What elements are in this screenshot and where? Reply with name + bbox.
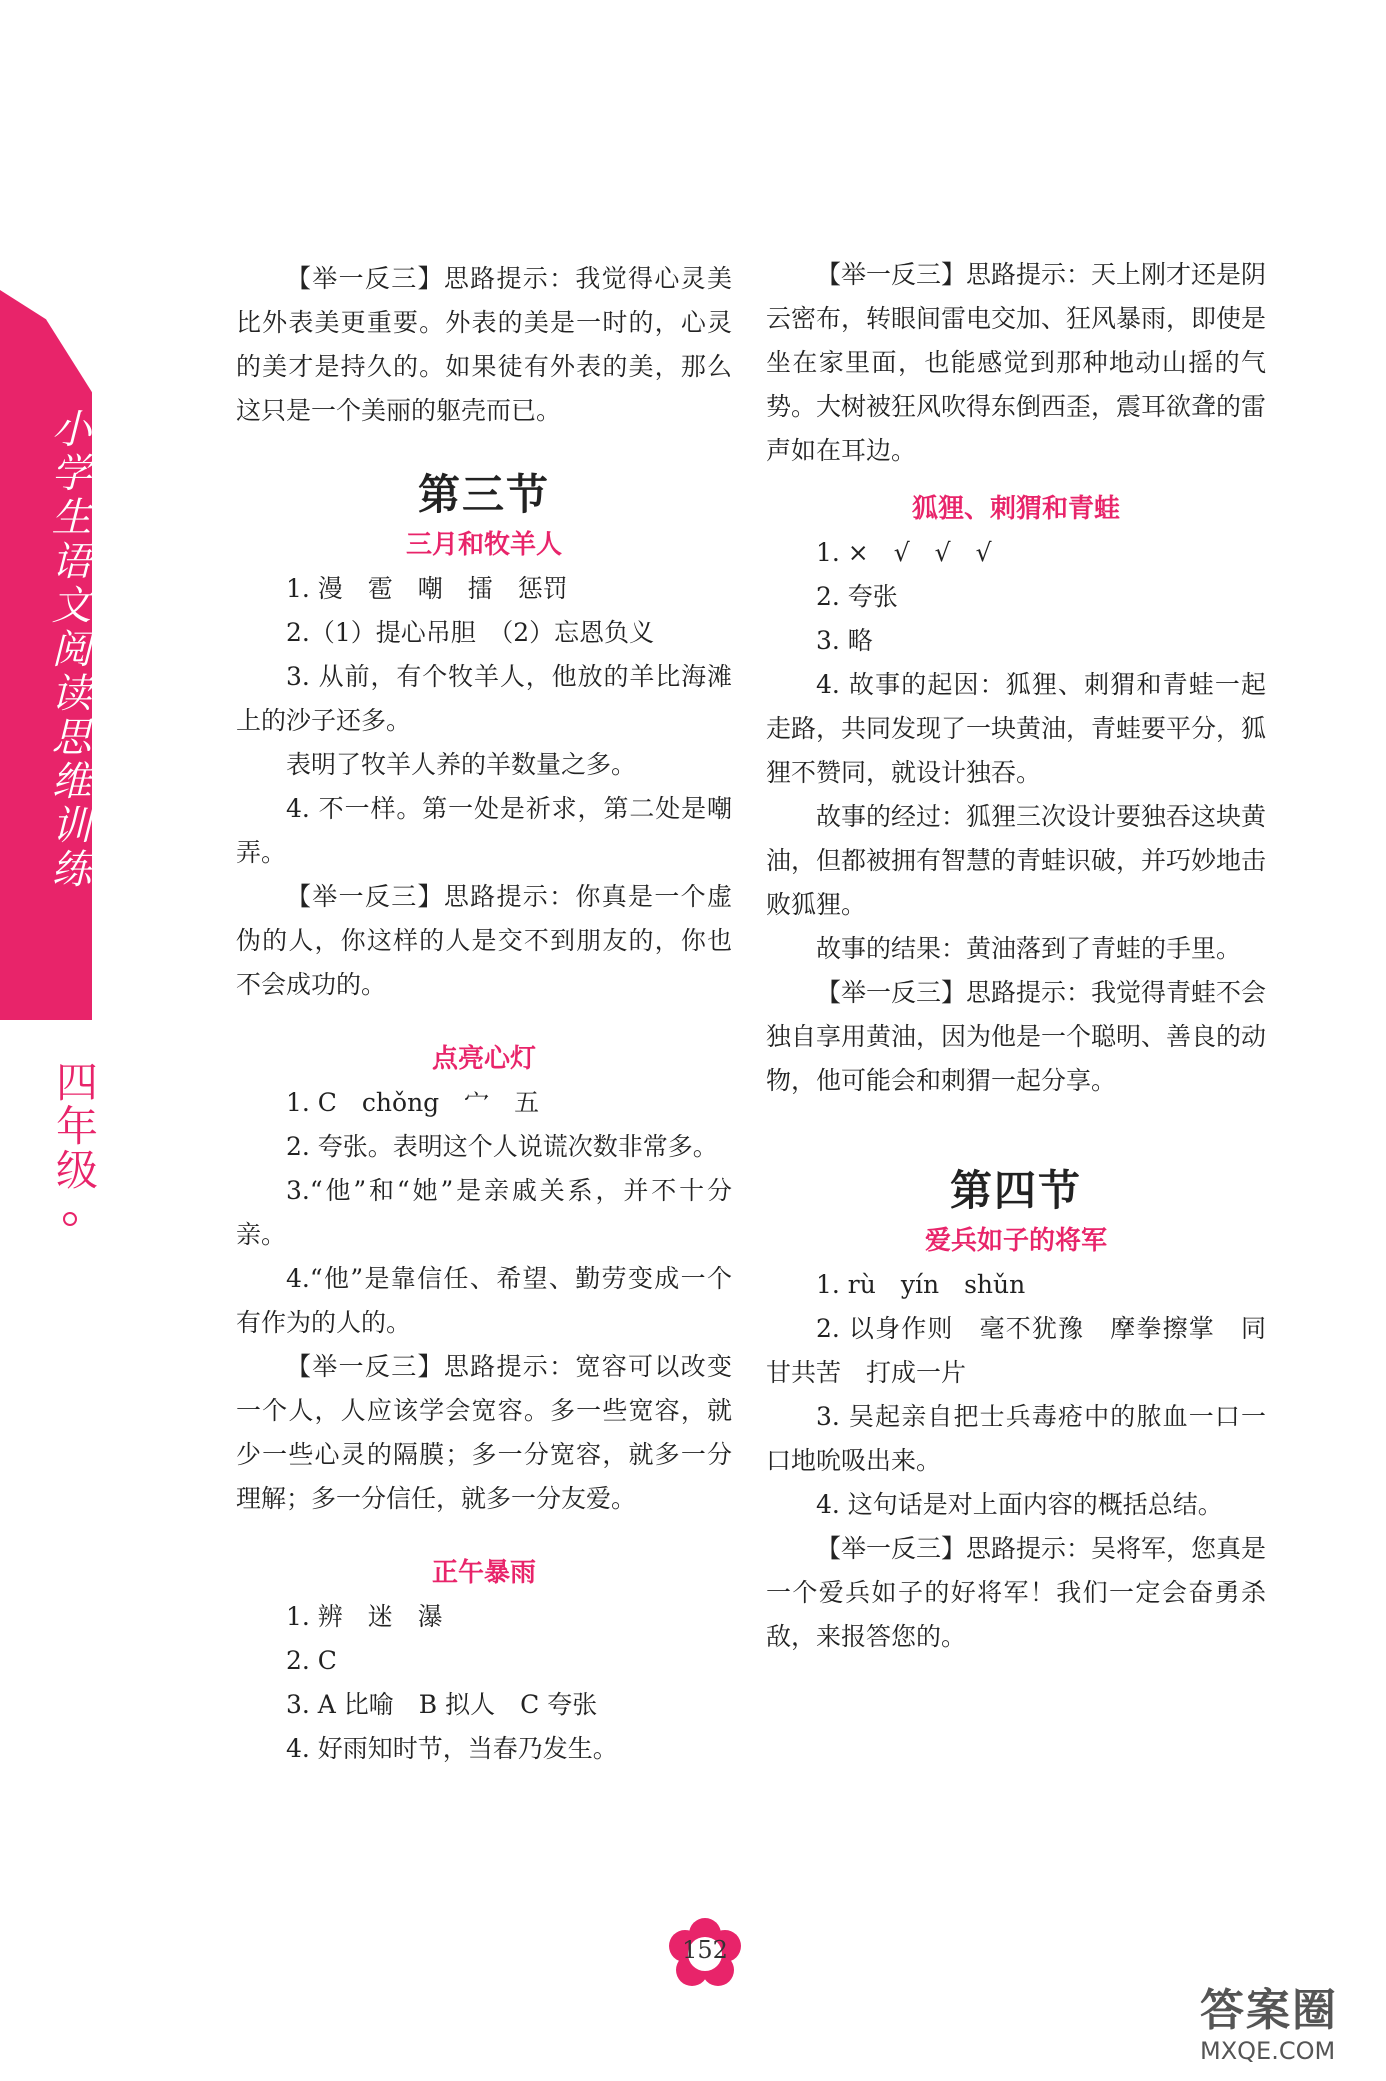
answer-paragraph: 1. rù yín shǔn — [816, 1270, 1026, 1299]
spacer — [766, 1103, 1266, 1163]
answer-paragraph: 【举一反三】思路提示：吴将军，您真是一个爱兵如子的好将军！我们一定会奋勇杀敌，来报答您的。 — [766, 1534, 1267, 1651]
answer-paragraph: 4. 不一样。第一处是祈求，第二处是嘲弄。 — [236, 794, 732, 867]
answer-paragraph: 3. 从前，有个牧羊人，他放的羊比海滩上的沙子还多。 — [236, 662, 732, 735]
grade-label: 四年级 — [50, 1060, 99, 1192]
answer-paragraph: 2. C — [286, 1646, 337, 1675]
answer-paragraph: 4. 这句话是对上面内容的概括总结。 — [816, 1490, 1223, 1519]
answer-paragraph: 【举一反三】思路提示：你真是一个虚伪的人，你这样的人是交不到朋友的，你也不会成功的。 — [236, 882, 732, 999]
spacer — [236, 1007, 732, 1037]
spacer — [236, 433, 732, 467]
grade-dot-icon — [63, 1212, 77, 1226]
section-title: 第四节 — [949, 1166, 1082, 1215]
watermark-url: MXQE.COM — [1200, 2037, 1336, 2065]
answer-paragraph: 3. 略 — [816, 626, 873, 655]
answer-paragraph: 3. 吴起亲自把士兵毒疮中的脓血一口一口地吮吸出来。 — [766, 1402, 1266, 1475]
answer-paragraph: 故事的经过：狐狸三次设计要独吞这块黄油，但都被拥有智慧的青蛙识破，并巧妙地击败狐狸。 — [766, 802, 1267, 919]
watermark — [1200, 1985, 1380, 2075]
answer-paragraph: 2.（1）提心吊胆 （2）忘恩负义 — [286, 618, 655, 647]
answer-paragraph: 【举一反三】思路提示：我觉得青蛙不会独自享用黄油，因为他是一个聪明、善良的动物，他可能会和刺猬一起分享。 — [766, 978, 1267, 1095]
right-column — [766, 253, 1266, 1659]
answer-paragraph: 3. A 比喻 B 拟人 C 夸张 — [286, 1690, 598, 1719]
answer-paragraph: 表明了牧羊人养的羊数量之多。 — [286, 750, 637, 779]
answer-paragraph: 故事的结果：黄油落到了青蛙的手里。 — [816, 934, 1242, 963]
answer-paragraph: 【举一反三】思路提示：天上刚才还是阴云密布，转眼间雷电交加、狂风暴雨，即使是坐在家里面，也能感觉到那种地动山摇的气势。大树被狂风吹得东倒西歪，震耳欲聋的雷声如在耳边。 — [766, 260, 1267, 465]
article-title: 点亮心灯 — [431, 1044, 536, 1074]
answer-paragraph: 4. 好雨知时节，当春乃发生。 — [286, 1734, 618, 1763]
answer-paragraph: 4. 故事的起因：狐狸、刺猬和青蛙一起走路，共同发现了一块黄油，青蛙要平分，狐狸不赞同，就设计独吞。 — [766, 670, 1267, 787]
answer-paragraph: 1. 辨 迷 瀑 — [286, 1602, 443, 1631]
article-title: 三月和牧羊人 — [405, 530, 562, 560]
left-column — [236, 257, 732, 1771]
answer-paragraph: 2. 夸张。表明这个人说谎次数非常多。 — [286, 1132, 718, 1161]
article-title: 狐狸、刺猬和青蛙 — [911, 494, 1120, 524]
spacer — [766, 473, 1266, 487]
article-title: 正午暴雨 — [431, 1558, 536, 1588]
watermark-logo: 答案圈 — [1200, 1985, 1338, 2036]
answer-paragraph: 【举一反三】思路提示：宽容可以改变一个人，人应该学会宽容。多一些宽容，就少一些心灵的隔膜；多一分宽容，就多一分理解；多一分信任，就多一分友爱。 — [236, 1352, 732, 1513]
answer-paragraph: 【举一反三】思路提示：我觉得心灵美比外表美更重要。外表的美是一时的，心灵的美才是持久的。如果徒有外表的美，那么这只是一个美丽的躯壳而已。 — [236, 264, 732, 425]
answer-paragraph: 4.“他”是靠信任、希望、勤劳变成一个有作为的人的。 — [236, 1264, 732, 1337]
section-title: 第三节 — [417, 470, 550, 519]
answer-paragraph: 1. C chǒng 宀 五 — [286, 1088, 540, 1117]
page-number: 152 — [682, 1936, 728, 1964]
answer-paragraph: 1. × √ √ √ — [816, 538, 992, 567]
spacer — [236, 1521, 732, 1551]
answer-paragraph: 3.“他”和“她”是亲戚关系，并不十分亲。 — [236, 1176, 732, 1249]
series-title: 小学生语文阅读思维训练 — [45, 408, 91, 892]
answer-paragraph: 2. 夸张 — [816, 582, 898, 611]
answer-paragraph: 1. 漫 雹 嘲 擂 惩罚 — [286, 574, 568, 603]
article-title: 爱兵如子的将军 — [924, 1226, 1107, 1256]
answer-paragraph: 2. 以身作则 毫不犹豫 摩拳擦掌 同甘共苦 打成一片 — [766, 1314, 1266, 1387]
